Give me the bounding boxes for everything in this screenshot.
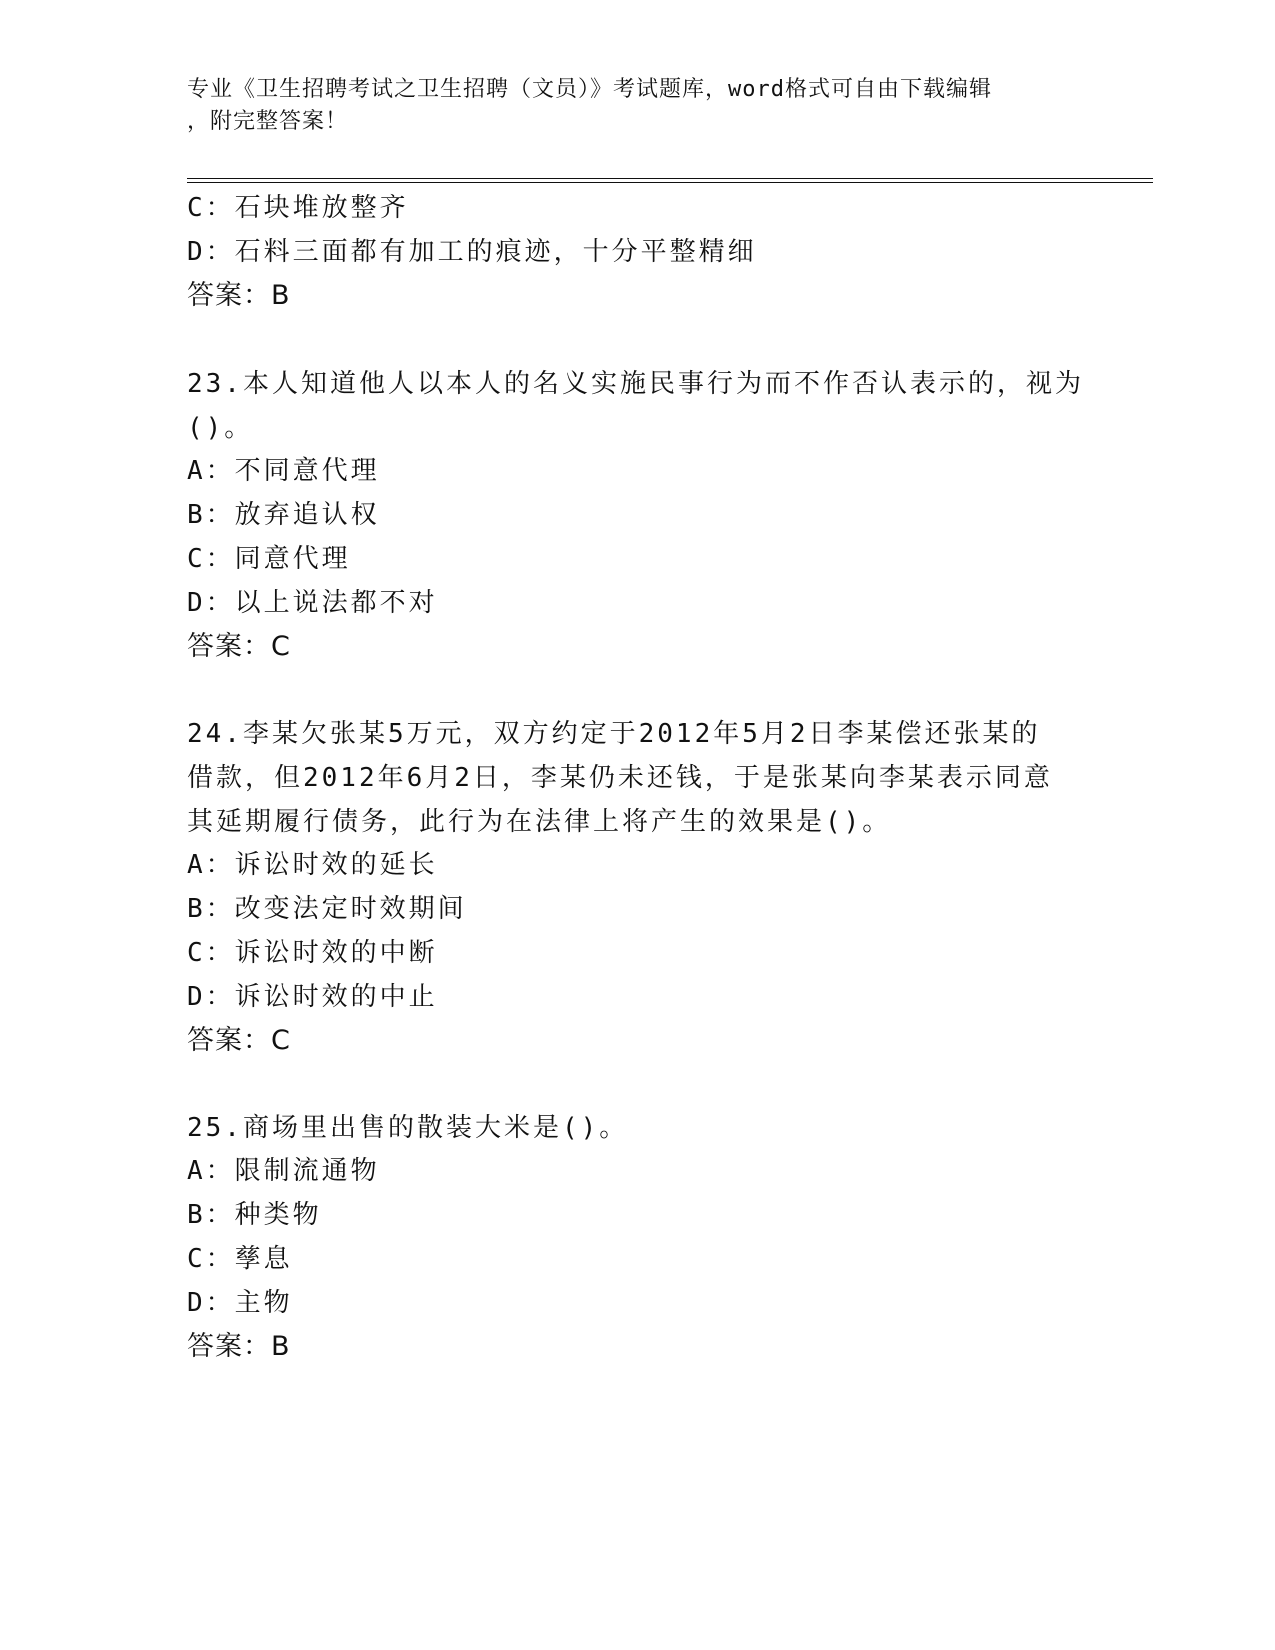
q24-option-a: A：诉讼时效的延长 [187,850,438,880]
q24-stem-line-2: 借款，但2012年6月2日，李某仍未还钱，于是张某向李某表示同意 [187,763,1053,793]
header-divider-top [187,178,1153,179]
q23-option-d: D：以上说法都不对 [187,588,438,618]
q24-answer: 答案：C [187,1025,291,1056]
q24-stem-line-1: 24.李某欠张某5万元，双方约定于2012年5月2日李某偿还张某的 [187,719,1041,749]
header-line-1: 专业《卫生招聘考试之卫生招聘（文员）》考试题库，word格式可自由下载编辑 [187,77,992,102]
q24-option-d: D：诉讼时效的中止 [187,982,438,1012]
q25-option-a: A：限制流通物 [187,1156,380,1186]
q23-option-c: C：同意代理 [187,544,351,574]
q23-stem-line-2: ()。 [187,413,254,443]
q25-option-b: B：种类物 [187,1200,322,1230]
q24-option-b: B：改变法定时效期间 [187,894,467,924]
document-header [187,74,1077,138]
header-divider-bottom [187,182,1153,183]
q23-option-b: B：放弃追认权 [187,500,380,530]
q25-answer: 答案：B [187,1331,291,1362]
q25-option-c: C：孳息 [187,1244,293,1274]
q22-answer: 答案：B [187,280,291,311]
q25-stem-line-1: 25.商场里出售的散装大米是()。 [187,1113,629,1143]
header-line-2: ，附完整答案！ [187,109,349,134]
q24-option-c: C：诉讼时效的中断 [187,938,438,968]
q22-option-c: C：石块堆放整齐 [187,193,409,223]
q23-answer: 答案：C [187,631,291,662]
q22-option-d: D：石料三面都有加工的痕迹，十分平整精细 [187,237,757,267]
q23-stem-line-1: 23.本人知道他人以本人的名义实施民事行为而不作否认表示的，视为 [187,369,1084,399]
q24-stem-line-3: 其延期履行债务，此行为在法律上将产生的效果是()。 [187,807,892,837]
q23-option-a: A：不同意代理 [187,456,380,486]
q25-option-d: D：主物 [187,1288,293,1318]
